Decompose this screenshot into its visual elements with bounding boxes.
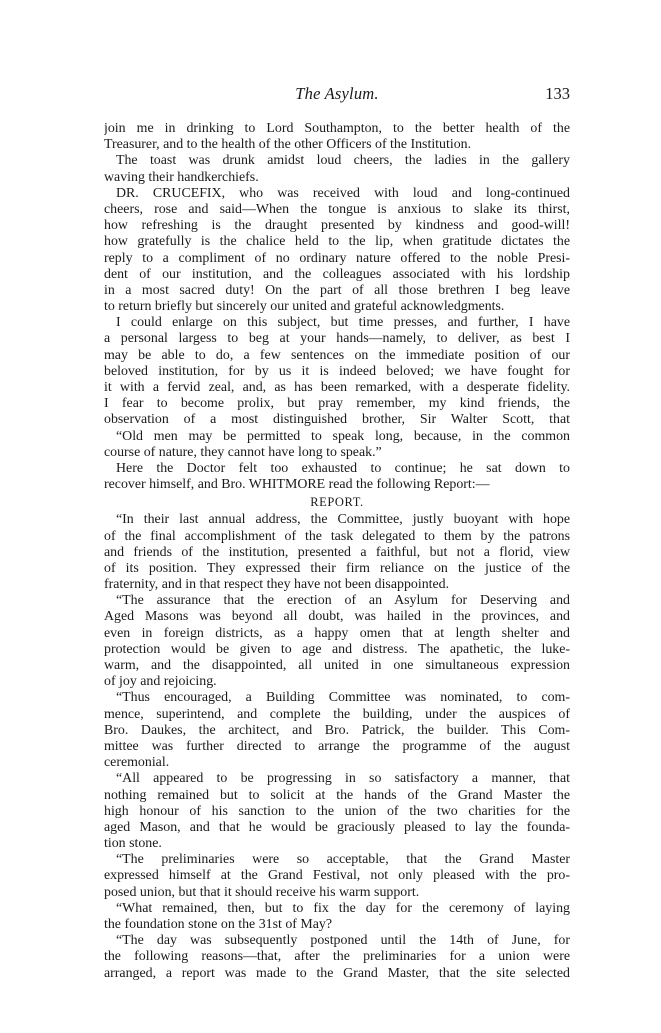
report-heading: REPORT. — [310, 495, 364, 510]
text-line: aged Mason, and that he would be graciously pleased to lay the founda- — [104, 819, 570, 835]
text-line: to return briefly but sincerely our united and grateful acknowledgments. — [104, 299, 505, 315]
text-line: warm, and the disappointed, all united in one simultaneous expression — [104, 658, 570, 673]
text-line: of the final accomplishment of the task delegated to them by the patrons — [104, 528, 570, 544]
text-line: “The day was subsequently postponed until the 14th of June, for — [116, 933, 570, 949]
text-line: join me in drinking to Lord Southampton, to the better health of the — [104, 121, 570, 136]
text-line: Here the Doctor felt too exhausted to continue; he sat down to — [116, 460, 570, 476]
text-line: “The preliminaries were so acceptable, that the Grand Master — [116, 852, 570, 868]
text-line: the following reasons—that, after the preliminaries for a union were — [104, 949, 570, 965]
text-line: “Thus encouraged, a Building Committee was nominated, to com- — [116, 690, 570, 706]
text-line: “The assurance that the erection of an Asylum for Deserving and — [116, 593, 570, 609]
running-title: The Asylum. — [295, 84, 379, 103]
page-number: 133 — [545, 84, 570, 103]
text-line: even in foreign districts, as a happy omen that at length shelter and — [104, 625, 570, 641]
text-line: “In their last annual address, the Committee, justly buoyant with hope — [116, 512, 570, 528]
text-line: waving their handkerchiefs. — [104, 169, 259, 185]
text-line: expressed himself at the Grand Festival, not only pleased with the pro- — [104, 868, 570, 884]
text-line: protection would be given to age and distress. The apathetic, the luke- — [104, 641, 570, 657]
text-line: The toast was drunk amidst loud cheers, the ladies in the gallery — [116, 153, 570, 169]
text-line: course of nature, they cannot have long to speak.” — [104, 444, 382, 460]
body-text — [104, 121, 570, 982]
text-line: how refreshing is the draught presented by kindness and good-will! — [104, 218, 570, 234]
text-line: “All appeared to be progressing in so satisfactory a manner, that — [116, 771, 570, 787]
text-line: I could enlarge on this subject, but time presses, and further, I have — [116, 315, 570, 331]
text-line: posed union, but that it should receive his warm support. — [104, 884, 420, 900]
text-line: “Old men may be permitted to speak long, because, in the common — [116, 428, 570, 444]
text-line: ceremonial. — [104, 755, 170, 771]
text-line: tion stone. — [104, 836, 162, 852]
text-line: Aged Masons was beyond all doubt, was hailed in the provinces, and — [104, 609, 570, 625]
text-line: in a most sacred duty! On the part of all those brethren I beg leave — [104, 282, 570, 298]
text-line: of its position. They expressed their firm reliance on the justice of the — [104, 560, 570, 576]
text-line: beloved institution, for by us it is indeed beloved; we have fought for — [104, 363, 570, 379]
running-head — [104, 84, 570, 108]
text-line: mittee was further directed to arrange the programme of the august — [104, 738, 570, 754]
text-line: fraternity, and in that respect they have not been disappointed. — [104, 577, 450, 593]
text-line: observation of a most distinguished brother, Sir Walter Scott, that — [104, 412, 570, 428]
text-line: high honour of his sanction to the union of the two charities for the — [104, 803, 570, 819]
text-line: the foundation stone on the 31st of May? — [104, 917, 332, 932]
text-line: dent of our institution, and the colleagues associated with his lordship — [104, 266, 570, 282]
text-line: how gratefully is the chalice held to the lip, when gratitude dictates the — [104, 234, 570, 250]
text-line: a personal largess to beg at your hands—namely, to deliver, as best I — [104, 331, 570, 347]
text-line: of joy and rejoicing. — [104, 674, 217, 690]
text-line: nothing remained but to solicit at the hands of the Grand Master the — [104, 787, 570, 803]
text-line: reply to a compliment of no ordinary nature offered to the noble Presi- — [104, 250, 570, 266]
text-line: arranged, a report was made to the Grand Master, that the site selected — [104, 965, 570, 981]
text-line: “What remained, then, but to fix the day for the ceremony of laying — [116, 900, 570, 916]
text-line: it with a fervid zeal, and, as has been remarked, with a desperate fidelity. — [104, 380, 570, 395]
text-line: mence, superintend, and complete the building, under the auspices of — [104, 706, 570, 722]
text-line: recover himself, and Bro. WHITMORE read the following Report:— — [104, 477, 490, 493]
text-line: cheers, rose and said—When the tongue is anxious to slake its thirst, — [104, 201, 570, 217]
text-line: and friends of the institution, presented a faithful, but not a florid, view — [104, 544, 570, 560]
text-line: I fear to become prolix, but pray remember, my kind friends, the — [104, 396, 570, 412]
text-line: Bro. Daukes, the architect, and Bro. Patrick, the builder. This Com- — [104, 722, 570, 738]
text-line: Treasurer, and to the health of the other Officers of the Institution. — [104, 137, 472, 153]
text-line: DR. CRUCEFIX, who was received with loud and long-continued — [116, 185, 570, 201]
text-line: may be able to do, a few sentences on the immediate position of our — [104, 347, 570, 363]
